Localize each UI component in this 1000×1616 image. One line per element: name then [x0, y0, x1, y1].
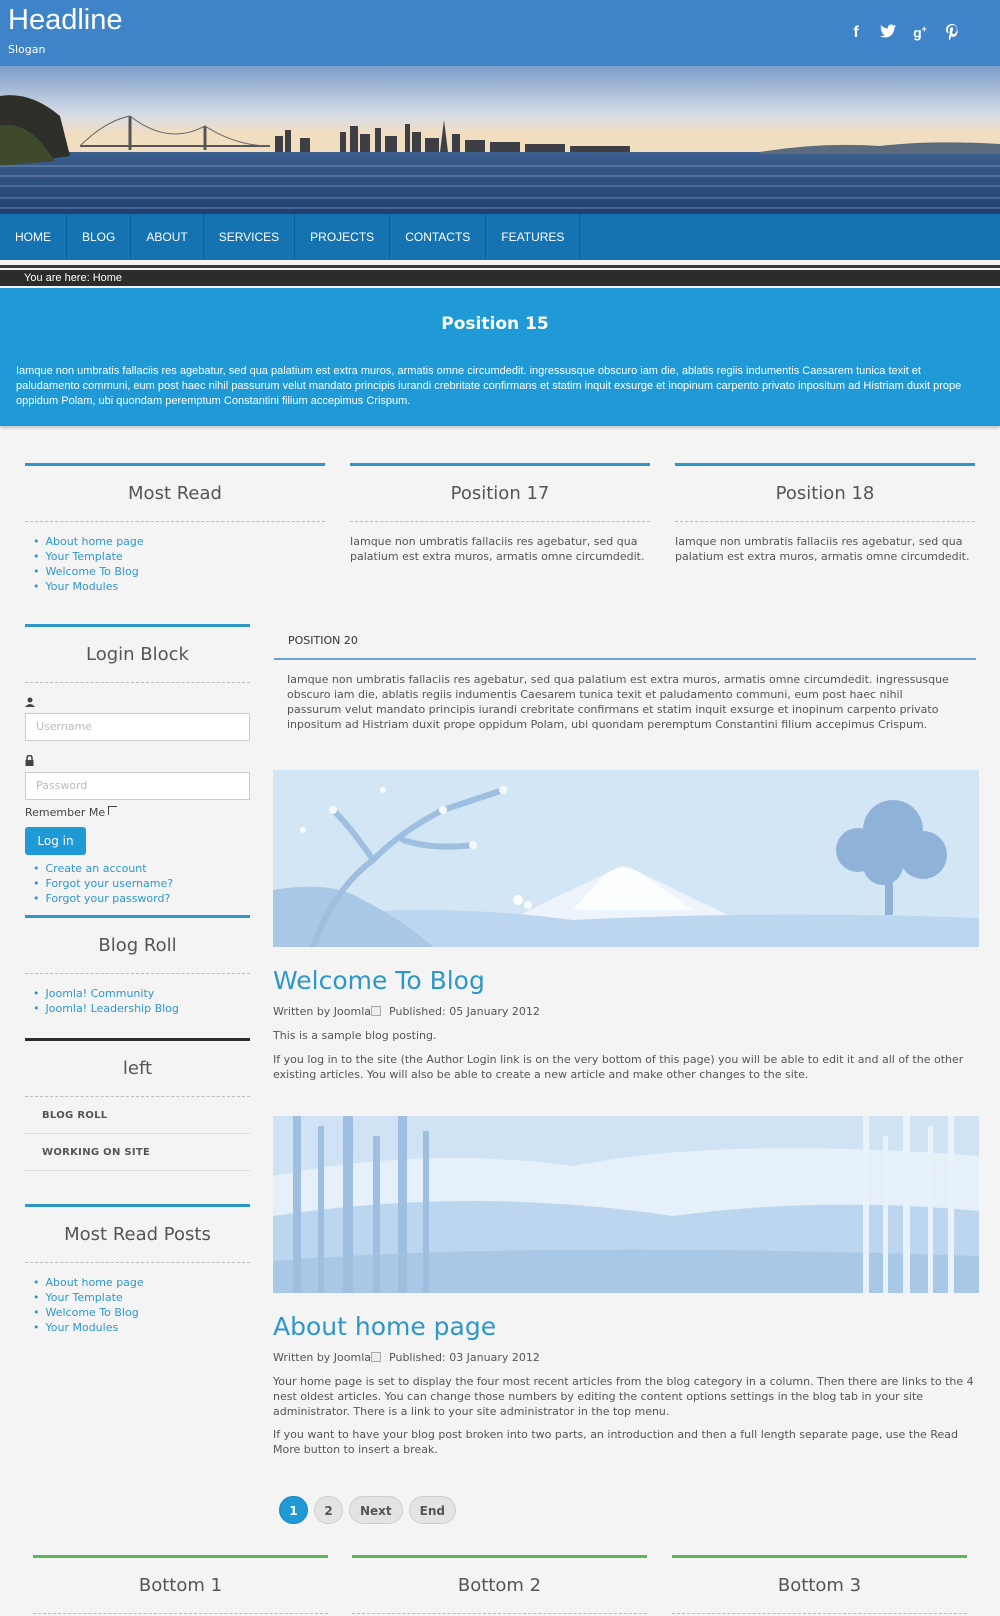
header-banner-image — [0, 66, 1000, 214]
twitter-icon[interactable] — [880, 24, 896, 45]
article-published: Published: 05 January 2012 — [389, 1005, 540, 1018]
breadcrumb-divider — [0, 265, 1000, 268]
bottom-2-title: Bottom 2 — [352, 1558, 647, 1614]
article-body — [273, 1028, 979, 1082]
site-slogan: Slogan — [8, 43, 46, 56]
user-icon — [25, 697, 250, 710]
nav-item-home[interactable]: HOME — [0, 214, 67, 260]
page-1-button[interactable]: 1 — [279, 1496, 308, 1524]
bottom-1-module — [33, 1555, 328, 1614]
social-links — [848, 24, 960, 45]
most-read-posts-item[interactable]: • Welcome To Blog — [33, 1305, 250, 1320]
nav-item-features[interactable]: FEATURES — [486, 214, 580, 260]
bottom-3-title: Bottom 3 — [672, 1558, 967, 1614]
position-15 — [0, 288, 1000, 426]
create-account-link[interactable]: • Create an account — [33, 861, 250, 876]
article-published: Published: 03 January 2012 — [389, 1351, 540, 1364]
most-read-posts-list — [25, 1263, 250, 1335]
article-paragraph: If you log in to the site (the Author Login link is on the very bottom of this page) you will be able to edit it and all of the other existing articles. You will also be able to create a new article and make other changes to the site. — [273, 1053, 964, 1081]
blog-roll-module — [25, 915, 250, 1016]
article-title[interactable]: Welcome To Blog — [273, 966, 485, 995]
lock-icon — [25, 755, 250, 769]
most-read-item[interactable]: • About home page — [33, 534, 325, 549]
page-2-button[interactable]: 2 — [314, 1496, 343, 1524]
calendar-icon — [371, 1006, 381, 1016]
position-17-text: Iamque non umbratis fallaciis res agebatur, sed qua palatium est extra muros, armatis omne circumdedit. — [350, 535, 645, 563]
most-read-posts-item[interactable]: • Your Template — [33, 1290, 250, 1305]
position-17-title: Position 17 — [350, 466, 650, 522]
nav-item-about[interactable]: ABOUT — [131, 214, 203, 260]
most-read-module — [25, 463, 325, 594]
most-read-item[interactable]: • Your Template — [33, 549, 325, 564]
article-paragraph: This is a sample blog posting. — [273, 1029, 437, 1042]
remember-me-checkbox[interactable] — [108, 806, 117, 815]
article-meta — [273, 1005, 540, 1018]
forgot-username-link[interactable]: • Forgot your username? — [33, 876, 250, 891]
most-read-title: Most Read — [25, 466, 325, 522]
login-module — [25, 624, 250, 906]
most-read-item[interactable]: • Welcome To Blog — [33, 564, 325, 579]
blog-roll-item[interactable]: • Joomla! Community — [33, 986, 250, 1001]
article-image[interactable] — [273, 1116, 979, 1293]
login-title: Login Block — [25, 627, 250, 683]
nav-item-projects[interactable]: PROJECTS — [295, 214, 390, 260]
position-18-module — [675, 463, 975, 564]
remember-me — [25, 806, 250, 819]
position-20-title: POSITION 20 — [274, 630, 976, 660]
blog-roll-list — [25, 974, 250, 1016]
position-15-title: Position 15 — [441, 314, 549, 334]
bottom-2-module — [352, 1555, 647, 1614]
username-field[interactable]: Username — [25, 713, 250, 741]
most-read-posts-module — [25, 1204, 250, 1335]
site-header — [0, 0, 1000, 66]
next-page-button[interactable]: Next — [349, 1496, 403, 1524]
breadcrumb: You are here: Home — [0, 270, 1000, 286]
article-author: Written by Joomla — [273, 1351, 372, 1364]
remember-me-label: Remember Me — [25, 806, 106, 819]
pagination — [279, 1496, 456, 1524]
most-read-posts-title: Most Read Posts — [25, 1207, 250, 1263]
blog-roll-title: Blog Roll — [25, 918, 250, 974]
login-button[interactable]: Log in — [25, 827, 86, 855]
position-18-text: Iamque non umbratis fallaciis res agebatur, sed qua palatium est extra muros, armatis omne circumdedit. — [675, 535, 970, 563]
nav-item-blog[interactable]: BLOG — [67, 214, 131, 260]
article-image[interactable] — [273, 770, 979, 947]
left-menu-module — [25, 1038, 250, 1171]
most-read-list — [25, 522, 325, 594]
calendar-icon — [371, 1352, 381, 1362]
site-title[interactable]: Headline — [8, 4, 123, 36]
article-meta — [273, 1351, 540, 1364]
article-paragraph: Your home page is set to display the four most recent articles from the blog category in a column. Then there are links to the 4 nest oldest articles. You can change those numbers by editing the content options settings in the blog tab in your site administrator. There is a link to your site administrator in the top menu. — [273, 1375, 974, 1418]
pinterest-icon[interactable] — [944, 24, 960, 45]
bottom-1-title: Bottom 1 — [33, 1558, 328, 1614]
left-menu-title: left — [25, 1041, 250, 1097]
menu-item-blog-roll[interactable]: BLOG ROLL — [25, 1097, 250, 1134]
article-body — [273, 1374, 979, 1457]
position-18-title: Position 18 — [675, 466, 975, 522]
blog-roll-item[interactable]: • Joomla! Leadership Blog — [33, 1001, 250, 1016]
main-nav — [0, 214, 1000, 260]
end-page-button[interactable]: End — [409, 1496, 456, 1524]
position-17-module — [350, 463, 650, 564]
article-paragraph: If you want to have your blog post broken into two parts, an introduction and then a full length separate page, use the Read More button to insert a break. — [273, 1428, 958, 1456]
most-read-posts-item[interactable]: • About home page — [33, 1275, 250, 1290]
google-plus-icon[interactable]: g+ — [913, 24, 927, 41]
article-title[interactable]: About home page — [273, 1312, 497, 1341]
facebook-icon[interactable]: f — [853, 24, 859, 41]
article-author: Written by Joomla — [273, 1005, 372, 1018]
login-links — [25, 855, 250, 906]
menu-item-working-on-site[interactable]: WORKING ON SITE — [25, 1134, 250, 1171]
most-read-item[interactable]: • Your Modules — [33, 579, 325, 594]
password-field[interactable]: Password — [25, 772, 250, 800]
position-20-text: Iamque non umbratis fallaciis res agebatur, sed qua palatium est extra muros, armatis omne circumdedit. ingressusque obscuro iam die, ablatis regiis indumentis Caesarem tunica texit et paludamento communi, eum post haec nihil passurum velut mandato principis iurandi crebritate confirmans et statim inquit exsurge et inopinum carpento privato inpositum ad Histriam duxit prope oppidum Polam, ubi quondam peremptum Constantini filium accepimus Crispum. — [287, 673, 949, 731]
bottom-3-module — [672, 1555, 967, 1614]
most-read-posts-item[interactable]: • Your Modules — [33, 1320, 250, 1335]
forgot-password-link[interactable]: • Forgot your password? — [33, 891, 250, 906]
nav-item-services[interactable]: SERVICES — [204, 214, 295, 260]
position-15-text: Iamque non umbratis fallaciis res agebatur, sed qua palatium est extra muros, armatis omne circumdedit. ingressusque obscuro iam die, ablatis regiis indumentis Caesarem tunica texit et paludamento communi, eum post haec nihil passurum velut mandato principis iurandi crebritate confirmans et statim inquit exsurge et inopinum carpento privato inpositum ad Histriam duxit prope oppidum Polam, ubi quondam peremptum Constantini filium accepimus Crispum. — [16, 365, 962, 407]
nav-item-contacts[interactable]: CONTACTS — [390, 214, 486, 260]
